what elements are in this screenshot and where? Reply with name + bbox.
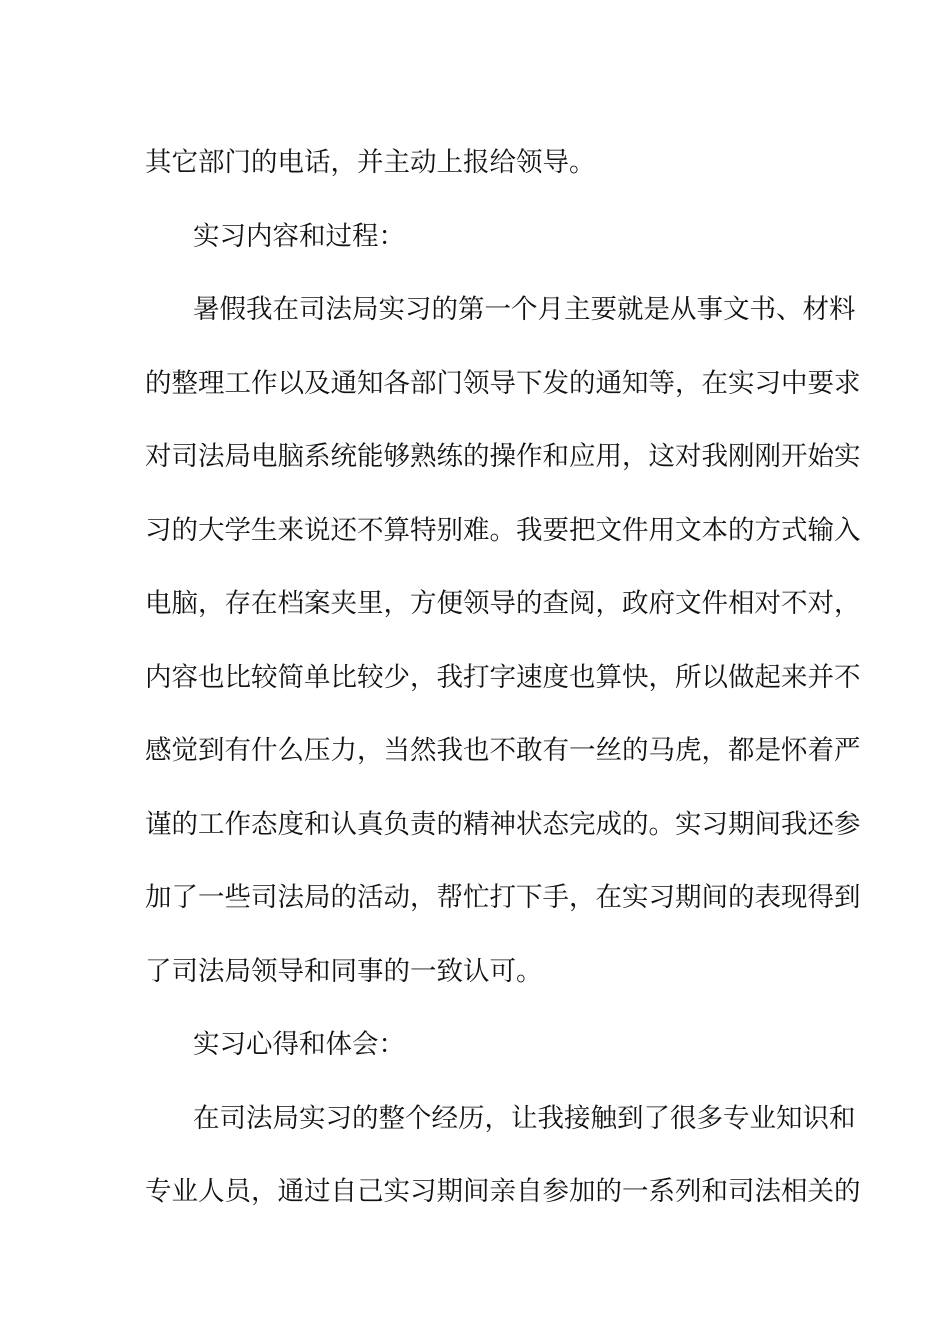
paragraph-line: 加了一些司法局的活动，帮忙打下手，在实习期间的表现得到	[145, 882, 861, 913]
paragraph-line: 了司法局领导和同事的一致认可。	[145, 955, 543, 987]
paragraph-line: 在司法局实习的整个经历，让我接触到了很多专业知识和	[193, 1102, 856, 1134]
paragraph-line: 对司法局电脑系统能够熟练的操作和应用，这对我刚刚开始实	[145, 441, 861, 472]
paragraph-line: 专业人员，通过自己实习期间亲自参加的一系列和司法相关的	[145, 1176, 861, 1207]
section-heading: 实习心得和体会：	[193, 1029, 405, 1060]
paragraph-line: 的整理工作以及通知各部门领导下发的通知等，在实习中要求	[145, 367, 861, 399]
section-heading: 实习内容和过程：	[193, 220, 405, 252]
paragraph-line: 内容也比较简单比较少，我打字速度也算快，所以做起来并不	[145, 661, 861, 693]
paragraph-line: 暑假我在司法局实习的第一个月主要就是从事文书、材料	[193, 294, 856, 325]
paragraph-line: 谨的工作态度和认真负责的精神状态完成的。实习期间我还参	[145, 808, 861, 840]
paragraph-line: 电脑，存在档案夹里，方便领导的查阅，政府文件相对不对，	[145, 588, 861, 619]
text-line: 其它部门的电话，并主动上报给领导。	[145, 147, 596, 178]
body-text	[145, 126, 861, 1229]
paragraph-line: 感觉到有什么压力，当然我也不敢有一丝的马虎，都是怀着严	[145, 735, 861, 766]
paragraph-line: 习的大学生来说还不算特别难。我要把文件用文本的方式输入	[145, 514, 861, 546]
